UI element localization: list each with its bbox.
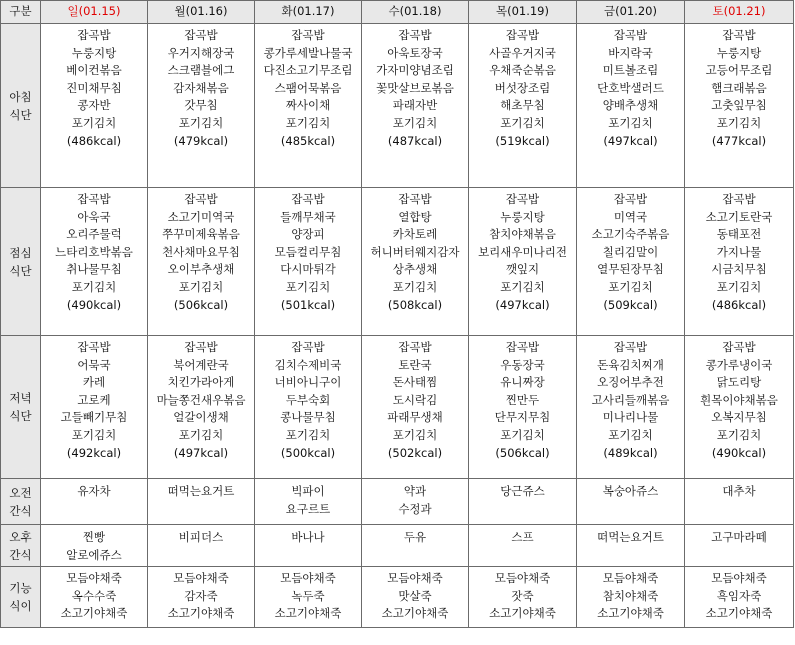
menu-item: 미역국 bbox=[613, 209, 648, 224]
menu-item: 포기김치 bbox=[178, 427, 224, 442]
menu-item: 천사채마요무침 bbox=[162, 244, 240, 259]
menu-item: 포기김치 bbox=[716, 427, 762, 442]
menu-item: 잡곡밥 bbox=[77, 28, 111, 42]
row-label-line: 오후 bbox=[9, 529, 32, 544]
menu-cell bbox=[255, 24, 362, 188]
menu-item: 옥수수죽 bbox=[71, 588, 117, 603]
menu-cell bbox=[148, 24, 255, 188]
menu-item: 고들빼기무침 bbox=[60, 410, 128, 425]
menu-item: 햄크래볶음 bbox=[711, 80, 767, 95]
menu-item: 떠먹는요거트 bbox=[167, 484, 235, 498]
menu-item: 잡곡밥 bbox=[505, 340, 540, 354]
menu-item: 소고기미역국 bbox=[167, 209, 235, 224]
menu-item: 대추차 bbox=[722, 484, 756, 498]
menu-cell bbox=[148, 188, 255, 336]
menu-item: 잡곡밥 bbox=[184, 28, 218, 42]
menu-item: 꽃맛살브로볶음 bbox=[376, 80, 454, 95]
menu-item: 버섯장조림 bbox=[494, 80, 551, 95]
menu-item: 잡곡밥 bbox=[613, 192, 648, 206]
menu-item: (487kcal) bbox=[387, 133, 443, 148]
menu-item: 베이컨볶음 bbox=[66, 63, 122, 78]
menu-item: (492kcal) bbox=[66, 445, 122, 460]
meal-row-dinner bbox=[1, 336, 794, 479]
day-header: 토(01.21) bbox=[685, 1, 794, 24]
menu-cell bbox=[685, 525, 794, 567]
menu-item: 흑임자죽 bbox=[716, 588, 762, 603]
row-label-line: 식단 bbox=[9, 107, 32, 122]
menu-item: 모듬야채죽 bbox=[602, 571, 659, 586]
menu-item: 고춧잎무침 bbox=[711, 98, 767, 113]
menu-item: 잡곡밥 bbox=[77, 340, 111, 354]
row-label-line: 간식 bbox=[9, 547, 32, 562]
header-row bbox=[1, 1, 794, 24]
row-label-line: 점심 bbox=[9, 245, 32, 260]
menu-item: 잡곡밥 bbox=[184, 340, 218, 354]
menu-item: 짜사이채 bbox=[285, 98, 331, 113]
menu-item: 양배추생채 bbox=[602, 98, 659, 113]
menu-item: 파래자반 bbox=[392, 98, 438, 113]
menu-item: 콩자반 bbox=[77, 98, 111, 113]
menu-cell bbox=[469, 24, 577, 188]
day-header: 월(01.16) bbox=[148, 1, 255, 24]
menu-item: 마늘쫑건새우볶음 bbox=[156, 392, 246, 407]
menu-item: 잡곡밥 bbox=[291, 192, 325, 206]
menu-cell bbox=[148, 525, 255, 567]
menu-item: 흰목이야채볶음 bbox=[700, 392, 778, 407]
menu-item: 양장피 bbox=[291, 227, 325, 242]
menu-item: 스크램블에그 bbox=[167, 63, 235, 78]
menu-item: 아욱국 bbox=[77, 209, 111, 224]
menu-item: 우동장국 bbox=[500, 357, 545, 372]
day-header: 금(01.20) bbox=[577, 1, 685, 24]
menu-item: 포기김치 bbox=[71, 115, 117, 130]
menu-item: 칠리김말이 bbox=[602, 244, 659, 259]
row-label-line: 간식 bbox=[9, 503, 32, 518]
menu-item: 우채죽순볶음 bbox=[489, 63, 556, 78]
menu-item: 잡곡밥 bbox=[722, 340, 756, 354]
menu-item: 들깨무채국 bbox=[280, 209, 336, 224]
menu-item: 허니버터웨지감자 bbox=[370, 244, 460, 259]
menu-item: 깻잎지 bbox=[505, 262, 540, 277]
menu-item: 포기김치 bbox=[392, 427, 438, 442]
row-label-line: 식단 bbox=[9, 409, 32, 423]
menu-cell bbox=[577, 188, 685, 336]
menu-item: 북어계란국 bbox=[173, 357, 229, 372]
menu-cell bbox=[577, 479, 685, 525]
menu-item: 포기김치 bbox=[285, 279, 331, 294]
menu-item: 진미채무침 bbox=[66, 80, 122, 95]
menu-cell bbox=[148, 336, 255, 479]
menu-item: 취나물무침 bbox=[66, 262, 122, 277]
menu-item: 요구르트 bbox=[285, 501, 331, 516]
menu-item: (490kcal) bbox=[66, 297, 122, 312]
menu-item: (479kcal) bbox=[173, 133, 229, 148]
day-header: 화(01.17) bbox=[255, 1, 362, 24]
menu-item: 찐빵 bbox=[82, 530, 106, 544]
menu-item: 감자채볶음 bbox=[173, 80, 229, 95]
menu-item: 얼갈이생채 bbox=[173, 410, 229, 425]
menu-item: 잣죽 bbox=[511, 588, 534, 603]
menu-cell bbox=[685, 567, 794, 628]
menu-item: 잡곡밥 bbox=[505, 192, 540, 206]
menu-item: 포기김치 bbox=[716, 279, 762, 294]
menu-item: 잡곡밥 bbox=[613, 28, 648, 42]
menu-item: 소고기야채죽 bbox=[60, 606, 128, 621]
menu-item: 포기김치 bbox=[500, 115, 545, 130]
menu-cell bbox=[362, 24, 469, 188]
menu-item: 콩가루냉이국 bbox=[705, 357, 773, 372]
menu-item: (497kcal) bbox=[495, 297, 550, 312]
menu-cell bbox=[685, 336, 794, 479]
menu-item: 모듬야채죽 bbox=[173, 571, 229, 586]
menu-item: 갓무침 bbox=[184, 98, 218, 113]
menu-item: (506kcal) bbox=[495, 445, 550, 460]
menu-item: 가자미양념조림 bbox=[376, 63, 454, 78]
menu-item: 잡곡밥 bbox=[291, 340, 325, 354]
menu-item: 두부숙회 bbox=[285, 392, 331, 407]
menu-item: 찐만두 bbox=[505, 392, 540, 407]
menu-item: 소고기야채죽 bbox=[489, 606, 556, 621]
menu-cell bbox=[41, 336, 148, 479]
menu-item: 포기김치 bbox=[71, 279, 117, 294]
menu-item: 상추생채 bbox=[392, 262, 438, 277]
row-label bbox=[1, 525, 41, 567]
menu-item: (490kcal) bbox=[711, 445, 767, 460]
menu-item: 소고기야채죽 bbox=[274, 606, 342, 621]
row-label bbox=[1, 336, 41, 479]
menu-item: 포기김치 bbox=[716, 115, 762, 130]
menu-item: 포기김치 bbox=[500, 279, 545, 294]
menu-item: 잡곡밥 bbox=[398, 192, 432, 206]
menu-item: 누룽지탕 bbox=[71, 45, 117, 60]
menu-item: 포기김치 bbox=[392, 279, 438, 294]
menu-item: 치킨가라아게 bbox=[167, 375, 235, 390]
menu-item: 참치야채죽 bbox=[602, 588, 659, 603]
row-label bbox=[1, 188, 41, 336]
menu-item: 약과 bbox=[403, 484, 427, 498]
row-label-line: 저녁 bbox=[9, 391, 32, 405]
menu-item: 포기김치 bbox=[178, 115, 224, 130]
menu-cell bbox=[685, 24, 794, 188]
menu-item: (501kcal) bbox=[280, 297, 336, 312]
menu-cell bbox=[469, 567, 577, 628]
menu-cell bbox=[685, 188, 794, 336]
menu-item: 당근쥬스 bbox=[500, 484, 545, 498]
menu-cell bbox=[255, 479, 362, 525]
menu-item: 느타리호박볶음 bbox=[55, 244, 133, 259]
menu-cell bbox=[362, 479, 469, 525]
menu-item: 돈사태찜 bbox=[392, 375, 438, 390]
menu-item: (506kcal) bbox=[173, 297, 229, 312]
corner-header: 구분 bbox=[1, 1, 41, 24]
menu-item: (509kcal) bbox=[603, 297, 658, 312]
menu-item: (486kcal) bbox=[711, 297, 767, 312]
day-header: 일(01.15) bbox=[41, 1, 148, 24]
menu-item: 포기김치 bbox=[285, 427, 331, 442]
menu-cell bbox=[255, 336, 362, 479]
row-label bbox=[1, 567, 41, 628]
menu-item: 열합탕 bbox=[398, 209, 432, 224]
row-label bbox=[1, 24, 41, 188]
meal-row-am bbox=[1, 479, 794, 525]
row-label bbox=[1, 479, 41, 525]
menu-item: 가지나물 bbox=[716, 244, 762, 259]
menu-item: (502kcal) bbox=[387, 445, 443, 460]
menu-item: (508kcal) bbox=[387, 297, 443, 312]
menu-item: 오복지무침 bbox=[711, 410, 767, 425]
menu-item: 유니짜장 bbox=[500, 375, 545, 390]
menu-item: 토란국 bbox=[398, 357, 432, 372]
menu-cell bbox=[255, 188, 362, 336]
menu-item: 모듬컬리무침 bbox=[274, 244, 342, 259]
menu-item: 두유 bbox=[403, 530, 427, 544]
menu-cell bbox=[41, 188, 148, 336]
menu-item: 아욱토장국 bbox=[387, 45, 443, 60]
menu-item: 김치수제비국 bbox=[274, 357, 342, 372]
row-label-line: 식단 bbox=[9, 263, 32, 278]
menu-item: 오징어부추전 bbox=[597, 375, 664, 390]
menu-item: 돈육김치찌개 bbox=[597, 357, 664, 372]
menu-item: 잡곡밥 bbox=[722, 192, 756, 206]
menu-item: 포기김치 bbox=[285, 115, 331, 130]
menu-cell bbox=[577, 525, 685, 567]
menu-cell bbox=[362, 188, 469, 336]
menu-item: 고등어무조림 bbox=[705, 63, 773, 78]
menu-item: 고사리들깨볶음 bbox=[591, 392, 670, 407]
menu-item: 어묵국 bbox=[77, 357, 111, 372]
menu-cell bbox=[362, 567, 469, 628]
menu-item: (485kcal) bbox=[280, 133, 336, 148]
day-header: 수(01.18) bbox=[362, 1, 469, 24]
menu-item: 모듬야채죽 bbox=[387, 571, 443, 586]
menu-item: 보리새우미나리전 bbox=[478, 244, 567, 259]
menu-cell bbox=[469, 479, 577, 525]
menu-item: 카차토레 bbox=[392, 227, 438, 242]
menu-cell bbox=[577, 24, 685, 188]
menu-item: 미트볼조림 bbox=[602, 63, 659, 78]
menu-item: 떠먹는요거트 bbox=[597, 530, 664, 544]
menu-item: 너비아니구이 bbox=[274, 375, 342, 390]
menu-item: 소고기야채죽 bbox=[597, 606, 664, 621]
menu-item: 알로에쥬스 bbox=[66, 547, 122, 562]
menu-cell bbox=[577, 567, 685, 628]
menu-item: 수정과 bbox=[398, 501, 432, 516]
menu-cell bbox=[362, 525, 469, 567]
menu-item: 잡곡밥 bbox=[291, 28, 325, 42]
menu-item: 스프 bbox=[511, 530, 534, 544]
menu-item: 콩나물무침 bbox=[280, 410, 336, 425]
menu-item: (519kcal) bbox=[495, 133, 550, 148]
meal-row-lunch bbox=[1, 188, 794, 336]
meal-row-pm bbox=[1, 525, 794, 567]
menu-item: 소고기토란국 bbox=[705, 209, 773, 224]
menu-item: 시금치무침 bbox=[711, 262, 767, 277]
menu-item: 소고기숙주볶음 bbox=[591, 227, 670, 242]
menu-item: 비피더스 bbox=[178, 530, 224, 544]
menu-item: 쭈꾸미제육볶음 bbox=[162, 227, 240, 242]
menu-item: 닭도리탕 bbox=[716, 375, 762, 390]
menu-item: (489kcal) bbox=[603, 445, 658, 460]
menu-cell bbox=[41, 525, 148, 567]
menu-item: 포기김치 bbox=[608, 427, 653, 442]
menu-item: 누룽지탕 bbox=[500, 209, 545, 224]
menu-item: 카레 bbox=[82, 375, 106, 390]
menu-item: 다진소고기무조림 bbox=[263, 63, 353, 78]
menu-item: 모듬야채죽 bbox=[494, 571, 551, 586]
menu-item: 포기김치 bbox=[500, 427, 545, 442]
meal-row-breakfast bbox=[1, 24, 794, 188]
meal-row-func bbox=[1, 567, 794, 628]
menu-item: 누룽지탕 bbox=[716, 45, 762, 60]
menu-item: 소고기야채죽 bbox=[381, 606, 449, 621]
menu-item: 미나리나물 bbox=[602, 410, 659, 425]
menu-item: (497kcal) bbox=[603, 133, 658, 148]
menu-item: 스팸어묵볶음 bbox=[274, 80, 342, 95]
menu-cell bbox=[148, 479, 255, 525]
menu-cell bbox=[469, 336, 577, 479]
menu-item: 동태포전 bbox=[716, 227, 762, 242]
menu-item: (486kcal) bbox=[66, 133, 122, 148]
menu-item: 잡곡밥 bbox=[722, 28, 756, 42]
menu-item: 바지락국 bbox=[608, 45, 653, 60]
menu-item: 포기김치 bbox=[178, 279, 224, 294]
menu-item: 잡곡밥 bbox=[184, 192, 218, 206]
menu-cell bbox=[41, 24, 148, 188]
menu-item: 해초무침 bbox=[500, 98, 545, 113]
menu-item: 모듬야채죽 bbox=[66, 571, 122, 586]
menu-item: (500kcal) bbox=[280, 445, 336, 460]
menu-item: 빅파이 bbox=[291, 484, 325, 498]
menu-item: 참치야채볶음 bbox=[489, 227, 556, 242]
menu-item: 감자죽 bbox=[184, 588, 218, 603]
row-label-line: 오전 bbox=[9, 485, 32, 500]
menu-item: 고로케 bbox=[77, 392, 111, 407]
row-label-line: 아침 bbox=[9, 89, 32, 104]
menu-cell bbox=[41, 479, 148, 525]
menu-cell bbox=[469, 188, 577, 336]
menu-item: (497kcal) bbox=[173, 445, 229, 460]
menu-item: 잡곡밥 bbox=[613, 340, 648, 354]
menu-item: 고구마라떼 bbox=[711, 530, 767, 544]
menu-item: 잡곡밥 bbox=[398, 28, 432, 42]
menu-item: 소고기야채죽 bbox=[705, 606, 773, 621]
menu-item: 바나나 bbox=[291, 530, 325, 544]
menu-item: 파래무생채 bbox=[387, 410, 443, 425]
menu-cell bbox=[685, 479, 794, 525]
menu-item: 맛살죽 bbox=[398, 588, 432, 603]
menu-cell bbox=[469, 525, 577, 567]
menu-cell bbox=[41, 567, 148, 628]
menu-cell bbox=[148, 567, 255, 628]
menu-item: 오이부추생채 bbox=[167, 262, 235, 277]
menu-item: 복숭아쥬스 bbox=[602, 484, 659, 498]
menu-item: 오리주물럭 bbox=[66, 227, 122, 242]
menu-item: 포기김치 bbox=[608, 279, 653, 294]
row-label-line: 식이 bbox=[9, 599, 32, 614]
menu-item: 녹두죽 bbox=[291, 588, 325, 603]
menu-item: 포기김치 bbox=[608, 115, 653, 130]
menu-item: 잡곡밥 bbox=[77, 192, 111, 206]
menu-item: 도시락김 bbox=[392, 392, 438, 407]
menu-item: 우거지해장국 bbox=[167, 45, 235, 60]
day-header: 목(01.19) bbox=[469, 1, 577, 24]
menu-cell bbox=[577, 336, 685, 479]
menu-cell bbox=[255, 567, 362, 628]
menu-item: 포기김치 bbox=[71, 427, 117, 442]
menu-item: 다시마튀각 bbox=[280, 262, 336, 277]
menu-cell bbox=[362, 336, 469, 479]
menu-cell bbox=[255, 525, 362, 567]
menu-item: 사골우거지국 bbox=[489, 45, 556, 60]
menu-item: 모듬야채죽 bbox=[711, 571, 767, 586]
menu-item: (477kcal) bbox=[711, 133, 767, 148]
menu-item: 잡곡밥 bbox=[398, 340, 432, 354]
menu-item: 소고기야채죽 bbox=[167, 606, 235, 621]
menu-item: 모듬야채죽 bbox=[280, 571, 336, 586]
menu-item: 포기김치 bbox=[392, 115, 438, 130]
row-label-line: 기능 bbox=[9, 581, 32, 596]
menu-item: 열무된장무침 bbox=[597, 262, 664, 277]
menu-item: 콩가루세발나물국 bbox=[263, 45, 353, 60]
menu-item: 단무지무침 bbox=[494, 410, 551, 425]
menu-item: 유자차 bbox=[77, 484, 111, 498]
menu-item: 잡곡밥 bbox=[505, 28, 540, 42]
menu-item: 단호박샐러드 bbox=[597, 80, 664, 95]
